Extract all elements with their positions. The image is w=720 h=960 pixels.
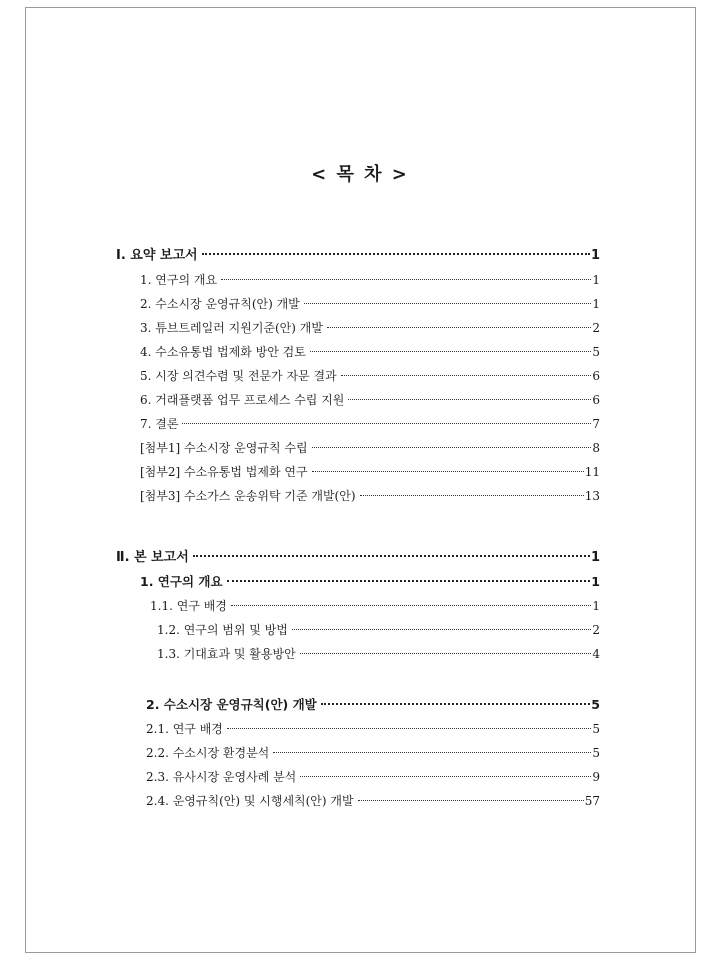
toc-section-heading[interactable] [140,571,600,593]
toc-entry[interactable] [140,341,600,363]
toc-label: 1.3. 기대효과 및 활용방안 [157,647,296,661]
toc-page-number: 1 [590,550,600,565]
toc-title: < 목 차 > [311,164,409,185]
toc-label: 6. 거래플랫폼 업무 프로세스 수립 지원 [140,393,345,407]
toc-page-number: 5 [592,345,600,359]
toc-page-number: 2 [592,321,600,335]
toc-page-number: 7 [592,417,600,431]
toc-page-number: 6 [592,393,600,407]
toc-label: 5. 시장 의견수렴 및 전문가 자문 결과 [140,369,337,383]
toc-part2-heading[interactable] [116,547,600,569]
toc-label: Ⅰ. 요약 보고서 [116,248,198,263]
toc-page-number: 5 [592,722,600,736]
toc-entry[interactable] [140,413,600,435]
dot-leader [312,471,584,472]
toc-page-number: 6 [592,369,600,383]
toc-label: [첨부2] 수소유통법 법제화 연구 [140,465,308,479]
dot-leader [231,605,591,606]
dot-leader [341,375,592,376]
dot-leader [304,303,592,304]
toc-label: 1.1. 연구 배경 [150,599,227,613]
dot-leader [227,580,591,582]
toc-entry[interactable] [146,790,600,812]
toc-label: 2.3. 유사시장 운영사례 분석 [146,770,297,784]
toc-label: 2. 수소시장 운영규칙(안) 개발 [140,297,300,311]
toc-label: 3. 튜브트레일러 지원기준(안) 개발 [140,321,323,335]
dot-leader [312,447,592,448]
toc-page-number: 11 [584,465,600,479]
dot-leader [227,728,591,729]
toc-page-number: 1 [592,297,600,311]
toc-label: 1. 연구의 개요 [140,273,218,287]
toc-entry[interactable] [140,389,600,411]
toc-label: 2.4. 운영규칙(안) 및 시행세칙(안) 개발 [146,794,354,808]
toc-label: [첨부3] 수소가스 운송위탁 기준 개발(안) [140,489,356,503]
toc-page-number: 5 [592,746,600,760]
dot-leader [182,423,591,424]
toc-label: [첨부1] 수소시장 운영규칙 수립 [140,441,308,455]
toc-label: 2.1. 연구 배경 [146,722,223,736]
toc-entry[interactable] [146,718,600,740]
toc-entry[interactable] [140,269,600,291]
dot-leader [300,653,592,654]
dot-leader [321,703,591,705]
toc-page-number: 1 [591,574,600,589]
toc-label: 1.2. 연구의 범위 및 방법 [157,623,288,637]
toc-page-number: 57 [584,794,600,808]
toc-section-heading[interactable] [146,694,600,716]
toc-page-number: 13 [584,489,600,503]
toc-label: 2. 수소시장 운영규칙(안) 개발 [146,697,317,712]
dot-leader [348,399,591,400]
toc-entry[interactable] [140,317,600,339]
toc-page-number: 5 [591,697,600,712]
toc-entry[interactable] [140,365,600,387]
toc-entry[interactable] [150,595,600,617]
dot-leader [202,253,590,255]
toc-entry[interactable] [140,437,600,459]
dot-leader [292,629,591,630]
dot-leader [358,800,584,801]
dot-leader [221,279,591,280]
toc-page-number: 1 [590,248,600,263]
toc-part1-heading[interactable] [116,245,600,267]
toc-label: Ⅱ. 본 보고서 [116,550,189,565]
toc-entry[interactable] [140,485,600,507]
toc-page-number: 1 [592,599,600,613]
toc-entry[interactable] [146,766,600,788]
dot-leader [273,752,591,753]
dot-leader [327,327,591,328]
toc-page-number: 2 [592,623,600,637]
toc-label: 2.2. 수소시장 환경분석 [146,746,270,760]
toc-page-number: 4 [592,647,600,661]
toc-label: 7. 결론 [140,417,179,431]
dot-leader [360,495,584,496]
toc-label: 1. 연구의 개요 [140,574,223,589]
toc-entry[interactable] [157,619,600,641]
toc-entry[interactable] [157,643,600,665]
toc-entry[interactable] [140,293,600,315]
toc-label: 4. 수소유통법 법제화 방안 검토 [140,345,306,359]
dot-leader [310,351,592,352]
toc-page-number: 8 [592,441,600,455]
dot-leader [300,776,591,777]
toc-page-number: 9 [592,770,600,784]
toc-entry[interactable] [146,742,600,764]
toc-page-number: 1 [592,273,600,287]
toc-entry[interactable] [140,461,600,483]
dot-leader [193,555,590,557]
